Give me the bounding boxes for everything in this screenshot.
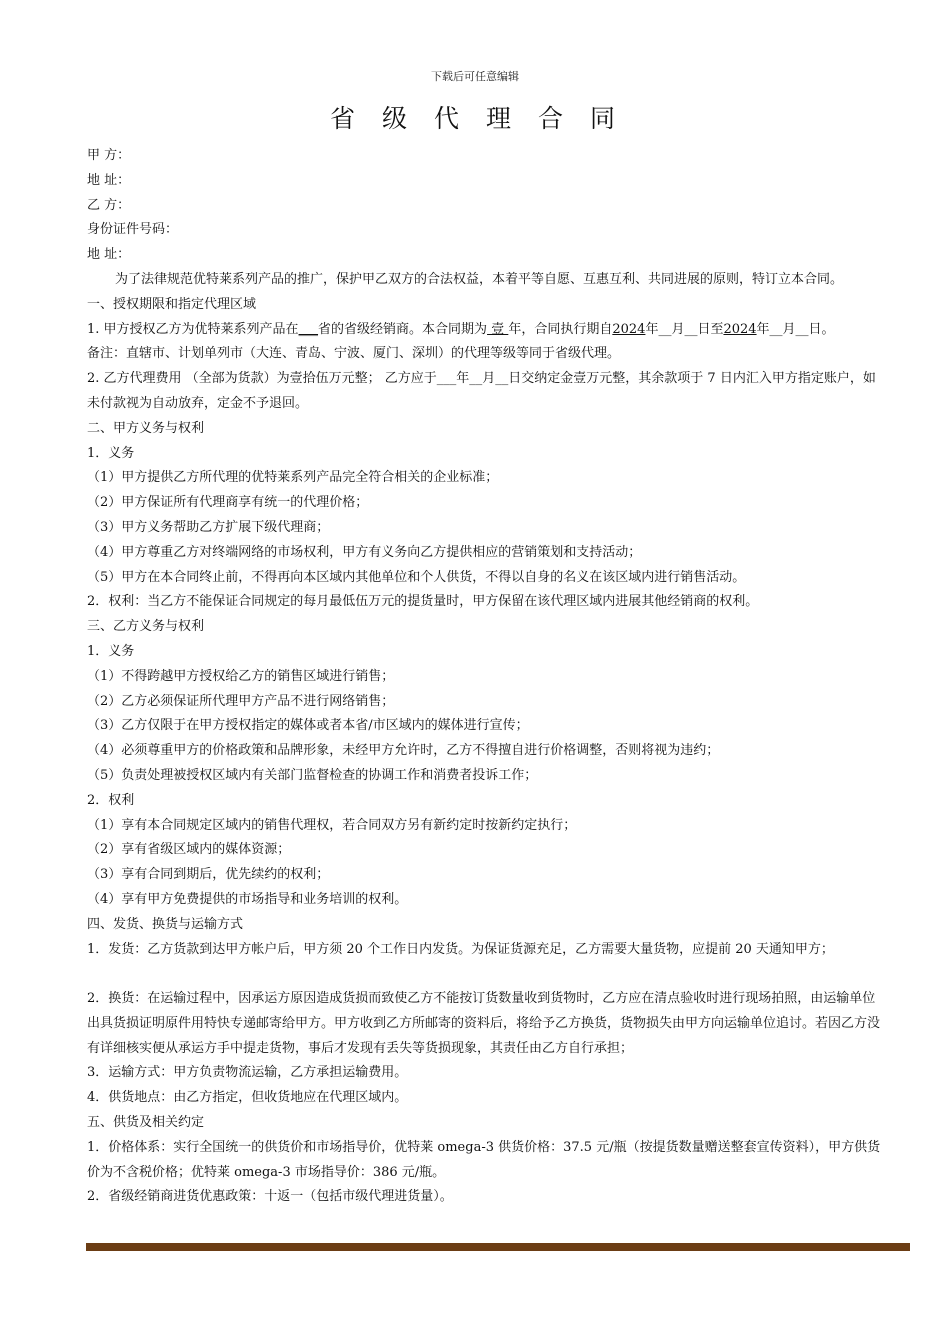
list-item: （5）甲方在本合同终止前，不得再向本区域内其他单位和个人供货，不得以自身的名义在该区域内进行销售活动。 xyxy=(87,569,746,585)
header-note: 下载后可任意编辑 xyxy=(431,70,519,83)
clause-4-1: 1．发货：乙方货款到达甲方帐户后，甲方须 20 个工作日内发货。为保证货源充足，乙方需要大量货物，应提前 20 天通知甲方； xyxy=(87,941,834,957)
section-1-heading: 一、授权期限和指定代理区域 xyxy=(87,296,257,312)
list-item: （2）甲方保证所有代理商享有统一的代理价格； xyxy=(87,495,369,511)
party-b-line: 乙 方： xyxy=(87,197,131,213)
list-item: （1）甲方提供乙方所代理的优特莱系列产品完全符合相关的企业标准； xyxy=(87,470,499,486)
section-2-duties-label: 1．义务 xyxy=(87,445,135,461)
clause-1-1: 1. 甲方授权乙方为优特莱系列产品在___省的省级经销商。本合同期为 壹 年，合同执行期自2024年__月__日至2024年__月__日。 xyxy=(87,321,835,337)
blank-line xyxy=(87,962,887,987)
party-a-line: 甲 方： xyxy=(87,148,131,163)
section-2-heading: 二、甲方义务与权利 xyxy=(87,420,205,436)
list-item: （3）享有合同到期后，优先续约的权利； xyxy=(87,867,330,883)
section-3-duties-label: 1．义务 xyxy=(87,643,135,659)
contract-body xyxy=(87,144,887,1210)
list-item: （4）必须尊重甲方的价格政策和品牌形象，未经甲方允许时，乙方不得擅自进行价格调整，否则将视为违约； xyxy=(87,743,720,759)
list-item: （2）乙方必须保证所代理甲方产品不进行网络销售； xyxy=(87,693,395,709)
clause-4-2: 2．换货：在运输过程中，因承运方原因造成货损而致使乙方不能按订货数量收到货物时，乙方应在清点验收时进行现场拍照，由运输单位出具货损证明原件用特快专递邮寄给甲方。甲方收到乙方所邮寄的资料后，将给予乙方换货，货物损失由甲方向运输单位追讨。若因乙方没有详细核实便从承运方手中提走货物，事后才发现有丢失等货损现象，其责任由乙方自行承担； xyxy=(87,991,881,1056)
list-item: （1）享有本合同规定区域内的销售代理权，若合同双方另有新约定时按新约定执行； xyxy=(87,817,577,833)
clause-4-3: 3．运输方式：甲方负责物流运输，乙方承担运输费用。 xyxy=(87,1065,408,1081)
list-item: （3）甲方义务帮助乙方扩展下级代理商； xyxy=(87,519,330,535)
list-item: （5）负责处理被授权区域内有关部门监督检查的协调工作和消费者投诉工作； xyxy=(87,767,538,783)
clause-1-2: 2. 乙方代理费用 （全部为货款）为壹拾伍万元整； 乙方应于___年__月__日交纳定金壹万元整，其余款项于 7 日内汇入甲方指定账户，如未付款视为自动放弃，定金不予退回。 xyxy=(87,371,876,411)
address-b-line: 地 址： xyxy=(87,247,131,263)
clause-5-1: 1．价格体系：实行全国统一的供货价和市场指导价，优特莱 omega-3 供货价格：37.5 元/瓶（按提货数量赠送整套宣传资料），甲方供货价为不含税价格；优特莱 omega-3 市场指导价：386 元/瓶。 xyxy=(87,1139,881,1180)
clause-4-4: 4．供货地点：由乙方指定，但收货地应在代理区域内。 xyxy=(87,1090,408,1106)
list-item: （2）享有省级区域内的媒体资源； xyxy=(87,842,291,858)
page-title: 省级代理合同 xyxy=(329,104,642,133)
address-a-line: 地 址： xyxy=(87,172,131,188)
list-item: （3）乙方仅限于在甲方授权指定的媒体或者本省/市区域内的媒体进行宣传； xyxy=(87,718,529,734)
section-3-heading: 三、乙方义务与权利 xyxy=(87,619,205,635)
section-3-rights-label: 2．权利 xyxy=(87,792,135,808)
list-item: （4）甲方尊重乙方对终端网络的市场权利，甲方有义务向乙方提供相应的营销策划和支持活动； xyxy=(87,544,642,560)
list-item: （1）不得跨越甲方授权给乙方的销售区域进行销售； xyxy=(87,668,395,684)
id-number-line: 身份证件号码： xyxy=(87,222,179,238)
footer-rule xyxy=(86,1243,910,1251)
clause-1-note: 备注：直辖市、计划单列市（大连、青岛、宁波、厦门、深圳）的代理等级等同于省级代理。 xyxy=(87,346,621,362)
section-4-heading: 四、发货、换货与运输方式 xyxy=(87,916,244,932)
list-item: （4）享有甲方免费提供的市场指导和业务培训的权利。 xyxy=(87,891,408,907)
section-5-heading: 五、供货及相关约定 xyxy=(87,1115,205,1131)
clause-5-2: 2．省级经销商进货优惠政策：十返一（包括市级代理进货量）。 xyxy=(87,1189,453,1205)
section-2-rights: 2．权利：当乙方不能保证合同规定的每月最低伍万元的提货量时，甲方保留在该代理区域内进展其他经销商的权利。 xyxy=(87,594,759,610)
preamble: 为了法律规范优特莱系列产品的推广，保护甲乙双方的合法权益，本着平等自愿、互惠互利、共同进展的原则，特订立本合同。 xyxy=(115,271,844,287)
